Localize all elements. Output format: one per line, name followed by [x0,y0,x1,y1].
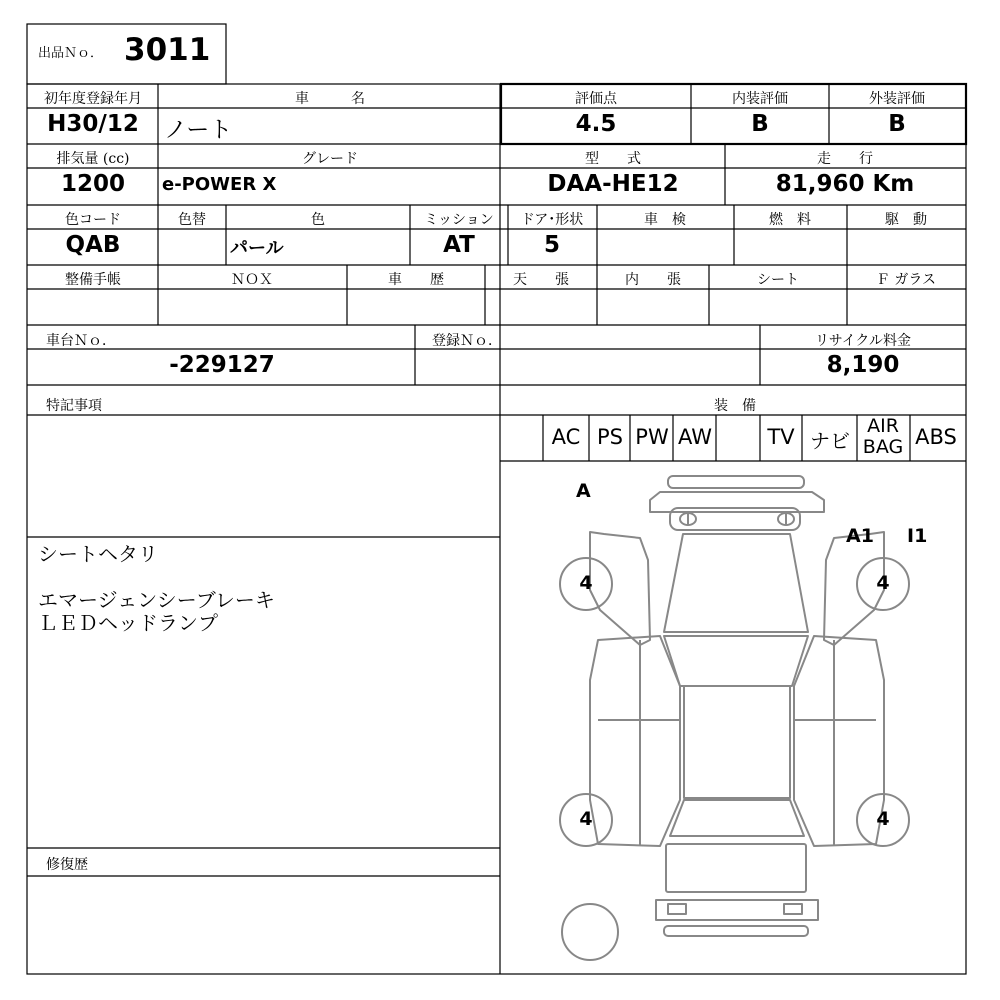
score-value: 4.5 [575,111,617,137]
grade-label: グレード [302,151,358,167]
equipment-ac: AC [551,425,581,449]
inspection-label: 車 検 [644,212,686,228]
score-label: 評価点 [575,91,617,107]
car-name-value: ノート [164,117,233,143]
car-name-label: 車 名 [295,91,365,107]
fuel-label: 燃 料 [769,212,811,228]
note-line-3: ＬＥＤヘッドランプ [38,611,218,635]
note-line-2: エマージェンシーブレーキ [38,588,275,612]
tyre-front-right: 4 [876,572,890,594]
tyre-front-left: 4 [579,572,593,594]
exterior-score-label: 外装評価 [869,91,925,107]
recycle-fee-label: リサイクル料金 [814,333,912,349]
equipment-tv: TV [767,425,795,449]
note-line-1: シートヘタリ [38,542,158,566]
color-code-label: 色コード [65,212,121,228]
model-value: DAA-HE12 [547,171,679,197]
lot-number-label: 出品Ｎｏ． [38,46,104,61]
service-record-label: 整備手帳 [65,272,121,288]
equipment-ps: PS [597,425,623,449]
interior-score-label: 内装評価 [732,91,788,107]
mileage-label: 走 行 [817,151,873,167]
repair-history-label: 修復歴 [46,857,88,873]
equipment-air: AIR [867,415,899,437]
notes-label: 特記事項 [46,398,102,414]
color-label: 色 [311,212,325,228]
equipment-pw: PW [635,425,669,449]
chassis-number-label: 車台Ｎｏ． [46,333,116,349]
displacement-value: 1200 [60,171,126,197]
nox-label: ＮＯＸ [231,272,273,288]
equipment-bag: BAG [862,436,904,458]
mileage-value: 81,960 Km [775,171,915,197]
recycle-fee-value: 8,190 [826,352,900,378]
registration-label: 初年度登録年月 [44,91,142,107]
drive-label: 駆 動 [885,212,927,228]
equipment-navi: ナビ [810,429,850,453]
lot-number: 3011 [124,32,211,68]
exterior-score-value: B [888,111,906,137]
ceiling-label: 天 張 [513,272,569,288]
seat-label: シート [757,272,799,288]
registration-number-label: 登録Ｎｏ． [432,333,502,349]
registration-value: H30/12 [47,111,139,137]
damage-mark-right-1: A1 [846,525,874,547]
chassis-number-value: -229127 [169,352,275,378]
color-code-value: QAB [65,232,121,258]
repaint-label: 色替 [178,212,206,228]
mission-label: ミッション [424,212,494,228]
equipment-aw: AW [678,425,712,449]
grade-value: e-POWER X [162,174,277,195]
mission-value: AT [443,232,475,258]
interior-trim-label: 内 張 [625,272,681,288]
door-value: 5 [543,232,561,258]
interior-score-value: B [751,111,769,137]
vehicle-history-label: 車 歴 [388,272,444,288]
damage-mark-right-2: I1 [907,525,928,547]
front-glass-label: Ｆ ガラス [875,272,937,288]
equipment-label: 装 備 [714,398,756,414]
model-label: 型 式 [585,151,641,167]
damage-mark-front: A [576,480,591,502]
tyre-rear-left: 4 [579,808,593,830]
color-value: パール [230,238,284,259]
door-label: ドア･形状 [520,212,584,228]
displacement-label: 排気量 (cc) [56,151,130,167]
equipment-abs: ABS [915,425,957,449]
tyre-rear-right: 4 [876,808,890,830]
